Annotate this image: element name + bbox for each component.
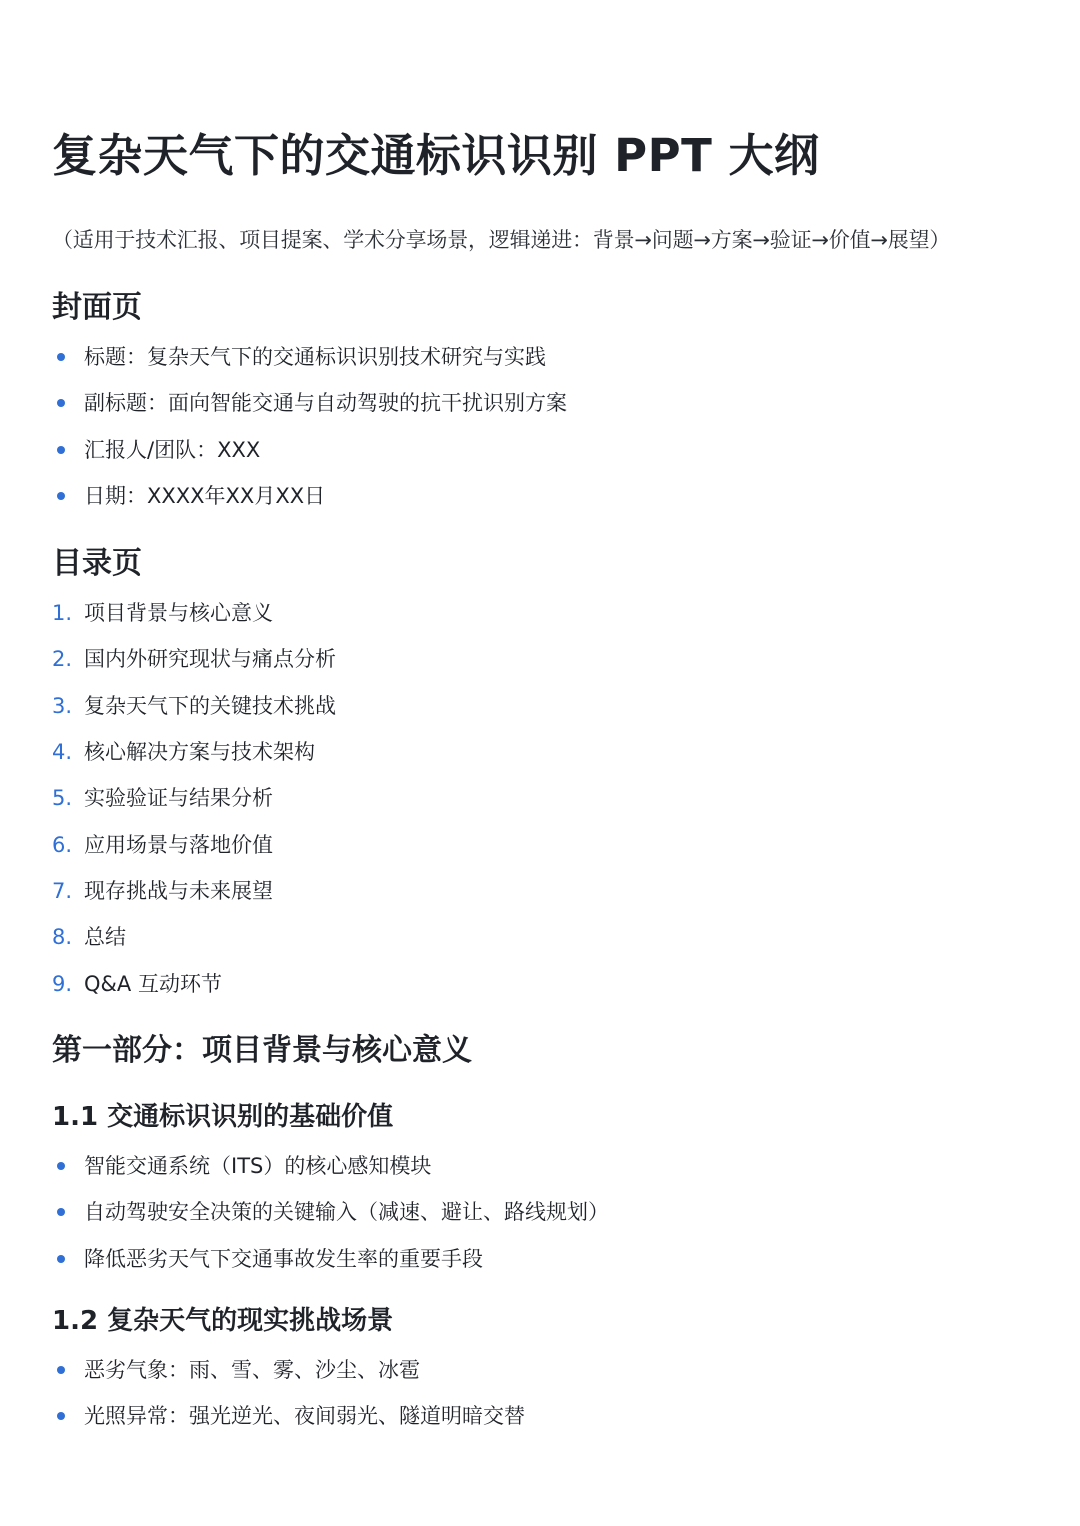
list-item: 4. 核心解决方案与技术架构: [52, 740, 315, 765]
list-item: 恶劣气象：雨、雪、雾、沙尘、冰雹: [52, 1347, 525, 1393]
list-item: 智能交通系统（ITS）的核心感知模块: [52, 1143, 609, 1189]
list-item: 汇报人/团队：XXX: [52, 427, 567, 473]
list-item: 标题：复杂天气下的交通标识识别技术研究与实践: [52, 334, 567, 380]
section-1-1-list: [52, 1143, 609, 1282]
list-item: 降低恶劣天气下交通事故发生率的重要手段: [52, 1236, 609, 1282]
bullet-icon: [57, 1366, 65, 1374]
bullet-icon: [57, 1412, 65, 1420]
bullet-icon: [57, 1162, 65, 1170]
bullet-icon: [57, 446, 65, 454]
list-item: 5. 实验验证与结果分析: [52, 786, 273, 811]
list-item: 日期：XXXX年XX月XX日: [52, 473, 567, 519]
toc-list: [52, 590, 336, 1007]
list-item: 光照异常：强光逆光、夜间弱光、隧道明暗交替: [52, 1393, 525, 1439]
list-item: 2. 国内外研究现状与痛点分析: [52, 647, 336, 672]
cover-heading: 封面页: [52, 290, 142, 325]
section-1-2-heading: 1.2 复杂天气的现实挑战场景: [52, 1306, 394, 1336]
list-item: 9. Q&A 互动环节: [52, 971, 222, 996]
bullet-icon: [57, 1255, 65, 1263]
toc-heading: 目录页: [52, 546, 142, 581]
part1-heading: 第一部分：项目背景与核心意义: [52, 1033, 472, 1068]
bullet-icon: [57, 399, 65, 407]
bullet-icon: [57, 492, 65, 500]
cover-list: [52, 334, 567, 519]
list-item: 7. 现存挑战与未来展望: [52, 878, 273, 903]
bullet-icon: [57, 1208, 65, 1216]
list-item: 8. 总结: [52, 925, 126, 950]
bullet-icon: [57, 353, 65, 361]
list-item: 自动驾驶安全决策的关键输入（减速、避让、路线规划）: [52, 1189, 609, 1235]
document-subtitle: （适用于技术汇报、项目提案、学术分享场景，逻辑递进：背景→问题→方案→验证→价值→展望）: [52, 228, 951, 252]
section-1-2-list: [52, 1347, 525, 1440]
section-1-1-heading: 1.1 交通标识识别的基础价值: [52, 1102, 394, 1132]
document-title: 复杂天气下的交通标识识别 PPT 大纲: [52, 129, 820, 182]
list-item: 6. 应用场景与落地价值: [52, 832, 273, 857]
list-item: 副标题：面向智能交通与自动驾驶的抗干扰识别方案: [52, 380, 567, 426]
list-item: 1. 项目背景与核心意义: [52, 601, 273, 626]
list-item: 3. 复杂天气下的关键技术挑战: [52, 693, 336, 718]
